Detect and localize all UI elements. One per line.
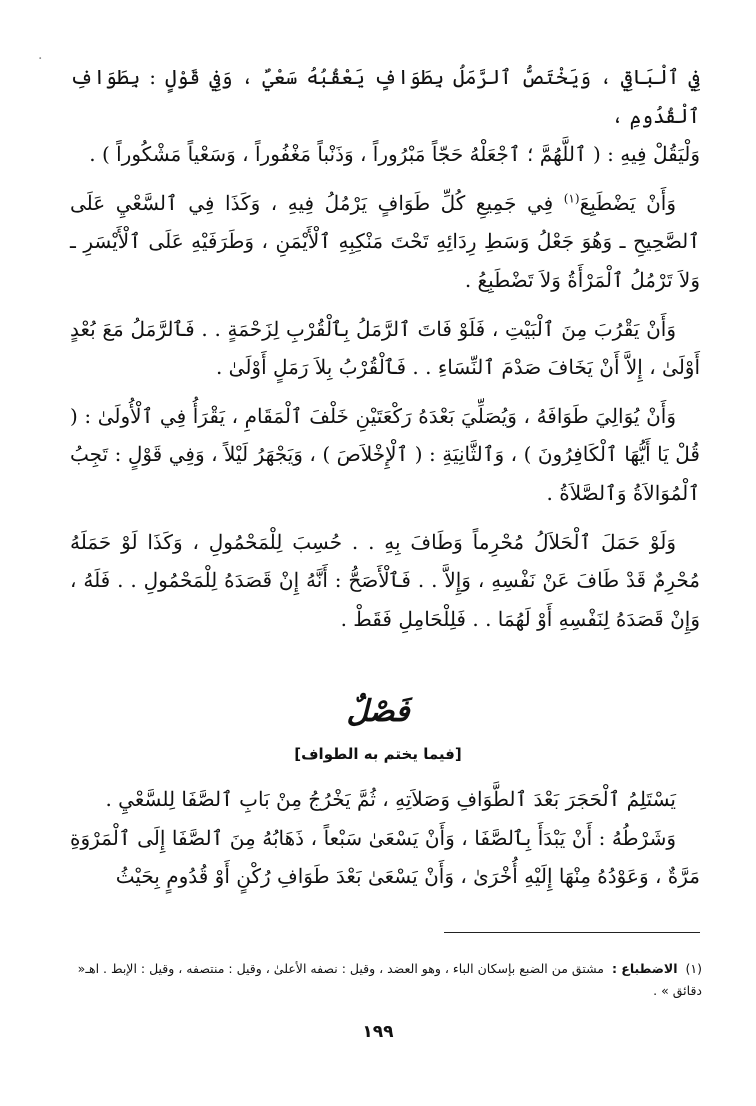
paragraph-muwalat: وَأَنْ يُوَالِيَ طَوَافَهُ ، وَيُصَلِّيَ بَعْدَهُ رَكْعَتَيْنِ خَلْفَ ٱلْمَقَامِ ، يَقْرَأُ فِي ٱلْأُولَىٰ : ( قُلْ يَا أَيُّهَا ٱلْكَافِرُونَ ) ، وَٱلثَّانِيَةِ : ( ٱلْإِخْلاَصَ ) ، وَيَجْهَرُ لَيْلاً ، وَفِي قَوْلٍ : تَجِبُ ٱلْمُوَالاَةُ وَٱلصَّلاَةُ . [70, 403, 700, 505]
paragraph-text: فِي جَمِيعِ كُلِّ طَوَافٍ يَرْمُلُ فِيهِ ، وَكَذَا فِي ٱلسَّعْيِ عَلَى ٱلصَّحِيحِ ـ وَهُوَ جَعْلُ وَسَطِ رِدَائِهِ تَحْتَ مَنْكِبِهِ ٱلْأَيْمَنِ ، وَطَرَفَيْهِ عَلَى ٱلْأَيْسَرِ ـ وَلاَ تَرْمُلُ ٱلْمَرْأَةُ وَلاَ تَضْطَبِعُ . [70, 190, 700, 292]
page-number: ١٩٩ [362, 1022, 394, 1042]
section-heading: فَصْلٌ [346, 694, 410, 729]
footnote-reference[interactable]: (١) [563, 191, 580, 206]
paragraph-istilam: يَسْتَلِمُ ٱلْحَجَرَ بَعْدَ ٱلطَّوَافِ وَصَلاَتِهِ ، ثُمَّ يَخْرُجُ مِنْ بَابِ ٱلصَّفَا لِلسَّعْيِ . [105, 787, 676, 811]
paragraph-sharth: وَشَرْطُهُ : أَنْ يَبْدَأَ بِٱلصَّفَا ، وَأَنْ يَسْعَىٰ سَبْعاً ، ذَهَابُهُ مِنَ ٱلصَّفَا إِلَى ٱلْمَرْوَةِ مَرَّةٌ ، وَعَوْدُهُ مِنْهَا إِلَيْهِ أُخْرَىٰ ، وَأَنْ يَسْعَىٰ بَعْدَ طَوَافِ رُكْنٍ أَوْ قُدُومٍ بِحَيْثُ [70, 825, 700, 889]
footnote [70, 958, 702, 1002]
paragraph-text: وَأَنْ يَضْطَبِعَ [579, 190, 676, 215]
section-text [70, 780, 700, 896]
paragraph-qurb: وَأَنْ يَقْرُبَ مِنَ ٱلْبَيْتِ ، فَلَوْ فَاتَ ٱلرَّمَلُ بِٱلْقُرْبِ لِزَحْمَةٍ . . فَٱلرَّمَلُ مَعَ بُعْدٍ أَوْلَىٰ ، إِلاَّ أَنْ يَخَافَ صَدْمَ ٱلنِّسَاءِ . . فَٱلْقُرْبُ بِلاَ رَمَلٍ أَوْلَىٰ . [70, 316, 700, 380]
paragraph-raml-intro [70, 58, 700, 174]
text-line: وَلْيَقُلْ فِيهِ : ( ٱللَّهُمَّ ؛ ٱجْعَلْهُ حَجّاً مَبْرُوراً ، وَذَنْباً مَغْفُوراً ، وَسَعْياً مَشْكُوراً ) . [89, 142, 700, 167]
footnote-text: مشتق من الضبع بإسكان الباء ، وهو العضد ، وقيل : نصفه الأعلىٰ ، وقيل : منتصفه ، وقيل : الإبط . اهـ« دقائق » . [77, 961, 702, 998]
corner-mark: · [38, 51, 43, 67]
paragraph-haml: وَلَوْ حَمَلَ ٱلْحَلاَلُ مُحْرِماً وَطَافَ بِهِ . . حُسِبَ لِلْمَحْمُولِ ، وَكَذَا لَوْ حَمَلَهُ مُحْرِمٌ قَدْ طَافَ عَنْ نَفْسِهِ ، وَإِلاَّ . . فَٱلْأَصَحُّ : أَنَّهُ إِنْ قَصَدَهُ لِلْمَحْمُولِ . . فَلَهُ ، وَإِنْ قَصَدَهُ لِنَفْسِهِ أَوْ لَهُمَا . . فَلِلْحَامِلِ فَقَطْ . [70, 529, 700, 631]
section-subtitle: [فيما يختم به الطواف] [294, 745, 462, 763]
footnote-divider [444, 932, 700, 933]
text-line: فِي ٱلْبَاقِي ، وَيَخْتَصُّ ٱلرَّمَلُ بِطَوَافٍ يَعْقُبُهُ سَعْيٌ ، وَفِي قَوْلٍ : بِطَوَافِ ٱلْقُدُومِ ، [70, 65, 700, 128]
main-text [70, 58, 700, 638]
footnote-term: الاضطباع : [611, 961, 678, 976]
paragraph-idtiba [70, 184, 700, 300]
footnote-number: (١) [685, 961, 702, 976]
